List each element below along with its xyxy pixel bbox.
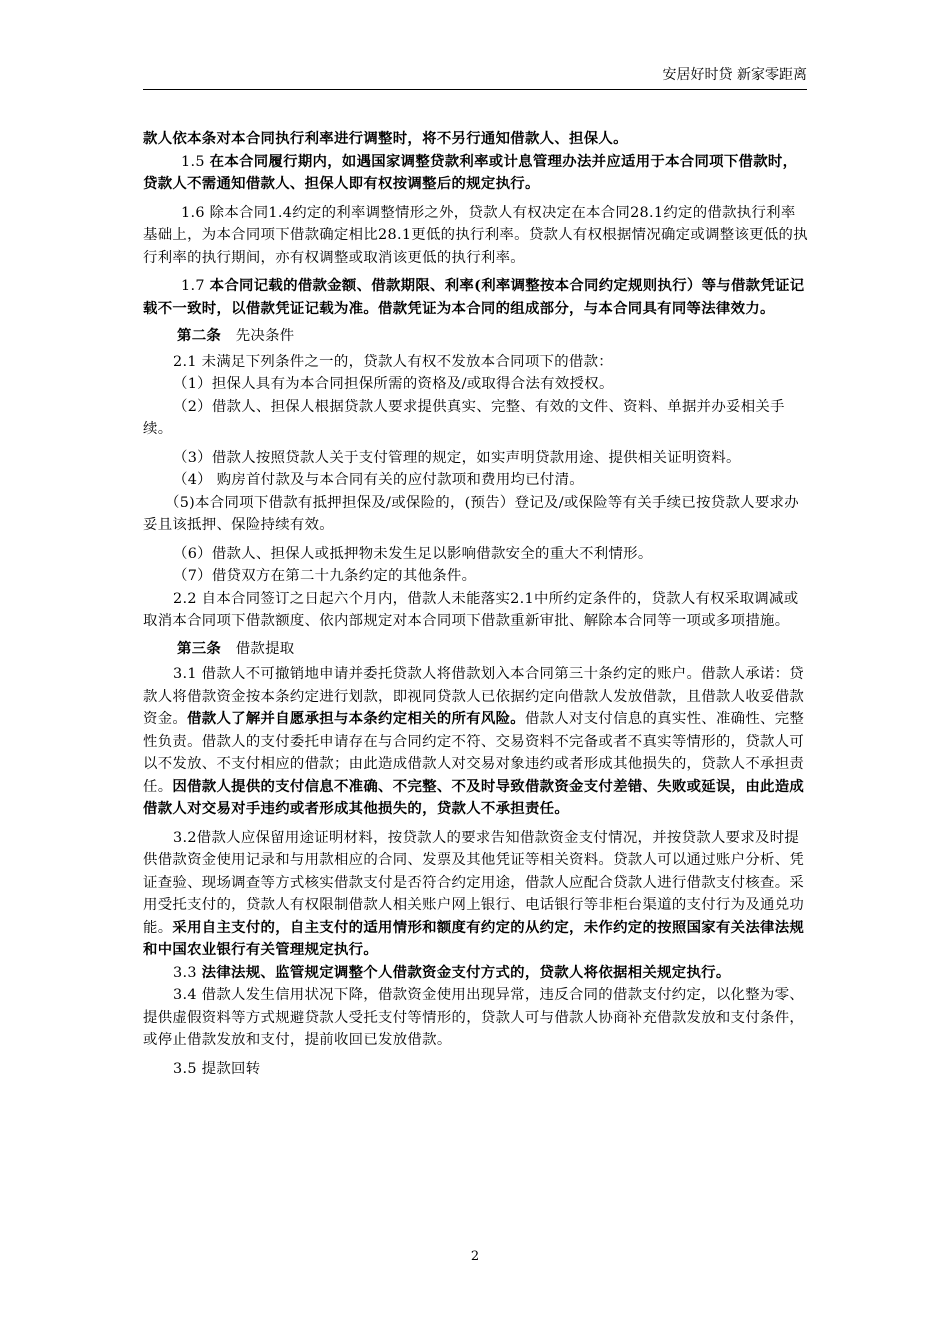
article-title: 先决条件 — [235, 328, 295, 344]
paragraph-2-2: 2.2 自本合同签订之日起六个月内，借款人未能落实2.1中所约定条件的，贷款人有权采取调减或取消本合同项下借款额度、依内部规定对本合同项下借款重新审批、解除本合同等一项或多项措施。 — [143, 590, 799, 629]
paragraph-3-4: 3.4 借款人发生信用状况下降，借款资金使用出现异常，违反合同的借款支付约定，以化整为零、提供虚假资料等方式规避贷款人受托支付等情形的，贷款人可与借款人协商补充借款发放和支付条件，或停止借款发放和支付，提前收回已发放借款。 — [143, 987, 805, 1048]
clause-bold-text: 借款人了解并自愿承担与本条约定相关的所有风险。 — [187, 710, 525, 727]
article-number: 第二条 — [177, 327, 222, 344]
condition-3: （3）借款人按照贷款人关于支付管理的规定，如实声明贷款用途、提供相关证明资料。 — [173, 449, 741, 466]
paragraph-1-4-tail: 款人依本条对本合同执行利率进行调整时，将不另行通知借款人、担保人。 — [143, 130, 628, 147]
condition-1: （1）担保人具有为本合同担保所需的资格及/或取得合法有效授权。 — [173, 376, 614, 392]
clause-body: 本合同记载的借款金额、借款期限、利率(利率调整按本合同约定规则执行）等与借款凭证记载不一致时，以借款凭证记载为准。借款凭证为本合同的组成部分，与本合同具有同等法律效力。 — [143, 277, 805, 317]
paragraph-3-5: 3.5 提款回转 — [173, 1060, 261, 1077]
clause-number: 1.7 — [181, 278, 210, 294]
clause-number: 1.5 — [181, 153, 210, 170]
paragraph-1-6: 1.6 除本合同1.4约定的利率调整情形之外，贷款人有权决定在本合同28.1约定的借款执行利率基础上，为本合同项下借款确定相比28.1更低的执行利率。贷款人有权根据情况确定或调整该更低的执行利率的执行期间，亦有权调整或取消该更低的执行利率。 — [143, 204, 808, 266]
clause-text: 3.1 借款人不可撤销地申请并委托贷款人将借款划入本合同第三十条约定的账户。借款人承诺：贷款人将借款资金按本条约定进行划款，即视同贷款人已依据约定向借款人发放借款，且借款人收妥借款资金。 — [143, 666, 805, 727]
paragraph-2-1: 2.1 未满足下列条件之一的，贷款人有权不发放本合同项下的借款： — [173, 353, 613, 370]
clause-bold-text: 采用自主支付的，自主支付的适用情形和额度有约定的从约定，未作约定的按照国家有关法律法规和中国农业银行有关管理规定执行。 — [143, 918, 805, 958]
page-number: 2 — [470, 1249, 480, 1264]
paragraph-1-5 — [143, 151, 809, 196]
clause-number: 3.3 — [173, 964, 202, 981]
condition-5: （5)本合同项下借款有抵押担保及/或保险的，(预告）登记及/或保险等有关手续已按贷款人要求办妥且该抵押、保险持续有效。 — [143, 494, 799, 533]
clause-text: 3.2借款人应保留用途证明材料，按贷款人的要求告知借款资金支付情况，并按贷款人要求及时提供借款资金使用记录和与用款相应的合同、发票及其他凭证等相关资料。贷款人可以通过账户分析、凭证查验、现场调查等方式核实借款支付是否符合约定用途，借款人应配合贷款人进行借款支付核查。采用受托支付的，贷款人有权限制借款人相关账户网上银行、电话银行等非柜台渠道的支付行为及通兑功能。 — [143, 829, 805, 936]
condition-6: （6）借款人、担保人或抵押物未发生足以影响借款安全的重大不利情形。 — [173, 545, 653, 562]
condition-4: （4） 购房首付款及与本合同有关的应付款项和费用均已付清。 — [173, 472, 584, 488]
article-2-heading — [143, 325, 809, 348]
clause-body: 在本合同履行期内，如遇国家调整贷款利率或计息管理办法并应适用于本合同项下借款时，贷款人不需通知借款人、担保人即有权按调整后的规定执行。 — [143, 152, 798, 192]
page-header: 安居好时贷 新家零距离 — [143, 64, 807, 90]
clause-bold-text: 因借款人提供的支付信息不准确、不完整、不及时导致借款资金支付差错、失败或延误，由此造成借款人对交易对手违约或者形成其他损失的，贷款人不承担责任。 — [143, 777, 805, 817]
condition-2: （2）借款人、担保人根据贷款人要求提供真实、完整、有效的文件、资料、单据并办妥相关手续。 — [143, 398, 785, 437]
article-number: 第三条 — [177, 639, 222, 657]
paragraph-1-7 — [143, 275, 809, 320]
paragraph-3-1 — [143, 663, 809, 821]
clause-body: 法律法规、监管规定调整个人借款资金支付方式的，贷款人将依据相关规定执行。 — [201, 963, 731, 981]
article-title: 借款提取 — [235, 640, 295, 657]
clause-text: 借款人对支付信息的真实性、准确性、完整性负责。借款人的支付委托申请存在与合同约定不符、交易资料不完备或者不真实等情形的，贷款人可以不发放、不支付相应的借款；由此造成借款人对交易对象违约或者形成其他损失的，贷款人不承担责任。 — [143, 711, 805, 795]
paragraph-3-2 — [143, 827, 809, 962]
condition-7: （7）借贷双方在第二十九条约定的其他条件。 — [173, 568, 477, 584]
paragraph-3-3 — [143, 962, 809, 985]
document-body — [143, 128, 809, 1080]
article-3-heading — [143, 638, 809, 661]
